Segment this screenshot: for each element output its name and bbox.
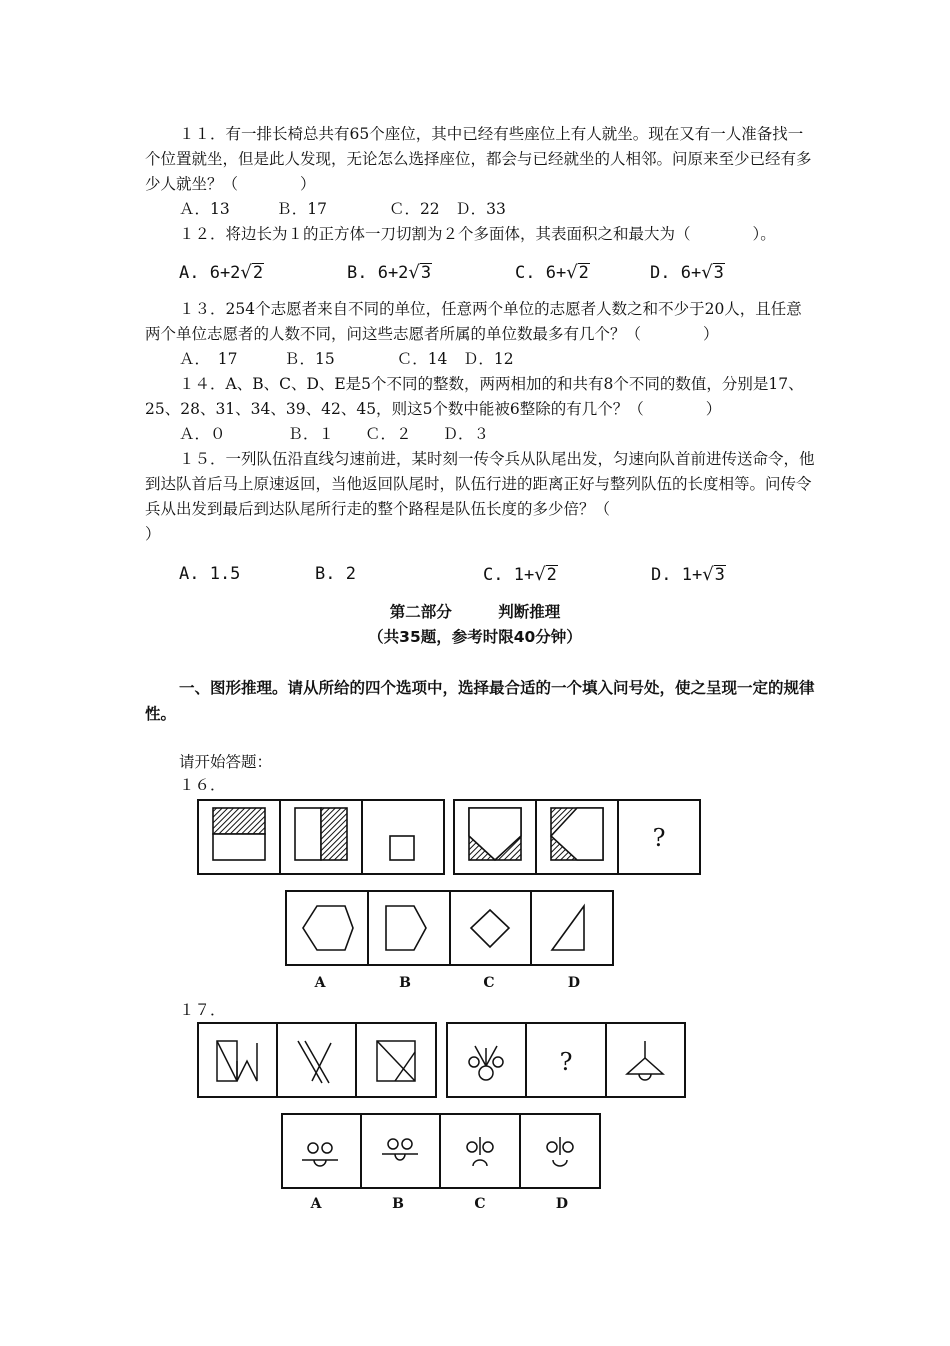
- q17-number: １７．: [179, 1001, 226, 1019]
- part2-subtitle: （共35题，参考时限40分钟）: [368, 628, 582, 646]
- q13-options: Ａ． 17 Ｂ．15 Ｃ．14 Ｄ．12: [179, 350, 514, 368]
- q17-label-b: B: [392, 1196, 404, 1212]
- q17-figure-4: [469, 1046, 503, 1080]
- q16-figure-4: [469, 808, 521, 860]
- q16-figure-1: [213, 808, 265, 860]
- q17-option-d-figure: [547, 1137, 573, 1166]
- q15-text: １５．一列队伍沿直线匀速前进，某时刻一传令兵从队尾出发，匀速向队首前进传送命令，他到达队首后马上原速返回，当他返回队尾时，队伍行进的距离正好与整列队伍的长度相等。问传令兵从出发到最后到达队尾所行走的整个路程是队伍长度的多少倍？（ ）: [145, 450, 815, 543]
- q11-options: Ａ．13 Ｂ．17 Ｃ．22 Ｄ．33: [179, 200, 506, 218]
- q17-label-d: D: [555, 1196, 569, 1212]
- start-answering: 请开始答题：: [179, 753, 273, 771]
- q12-option-d: D. 6+√3: [650, 262, 724, 283]
- q17-option-b-figure: [382, 1139, 418, 1160]
- q15-option-b: B. 2: [315, 564, 356, 584]
- q13-text: １３．254个志愿者来自不同的单位，任意两个单位的志愿者人数之和不少于20人，且任意两个单位志愿者的人数不同，问这些志愿者所属的单位数最多有几个？（ ）: [145, 300, 802, 343]
- q16-sequence-row: [198, 800, 700, 874]
- q17-options-row: [282, 1114, 600, 1188]
- q16-option-b-figure: [386, 906, 426, 950]
- q17-label-c: C: [474, 1196, 486, 1212]
- q17-figure-2: [298, 1041, 331, 1083]
- q17-figure-3: [377, 1041, 415, 1081]
- q16-option-a-figure: [303, 906, 353, 950]
- q17-option-a-figure: [302, 1143, 338, 1166]
- q12-text: １２．将边长为１的正方体一刀切割为２个多面体，其表面积之和最大为（ ）。: [179, 225, 776, 243]
- q12-option-b: B. 6+2√3: [347, 262, 432, 283]
- q16-label-b: B: [399, 975, 411, 991]
- q16-options-row: [286, 891, 613, 965]
- q17-label-a: A: [310, 1196, 322, 1212]
- q16-option-c-figure: [471, 910, 509, 947]
- q16-figure-2: [295, 808, 347, 860]
- part2-title: 第二部分 判断推理: [389, 603, 561, 621]
- q15-option-a: A. 1.5: [179, 564, 241, 584]
- q15-option-c: C. 1+√2: [483, 564, 557, 585]
- q16-figure-3: [390, 836, 414, 860]
- q11-text: １１．有一排长椅总共有65个座位，其中已经有些座位上有人就坐。现在又有一人准备找一个位置就坐，但是此人发现，无论怎么选择座位，都会与已经就坐的人相邻。问原来至少已经有多少人就坐？（ ）: [145, 125, 812, 193]
- q16-label-a: A: [314, 975, 326, 991]
- q17-figure-6: [627, 1041, 663, 1080]
- q16-figure-5: [551, 808, 603, 860]
- q16-option-d-figure: [552, 906, 584, 950]
- q16-label-d: D: [567, 975, 581, 991]
- q17-question-mark: ?: [559, 1048, 573, 1076]
- section1-instruction: 一、图形推理。请从所给的四个选项中，选择最合适的一个填入问号处，使之呈现一定的规律性。: [145, 679, 815, 723]
- q17-sequence-row: [198, 1023, 685, 1097]
- q12-option-a: A. 6+2√2: [179, 262, 264, 283]
- q14-options: Ａ．０ Ｂ．１ Ｃ．２ Ｄ．３: [179, 425, 490, 443]
- q17-option-c-figure: [467, 1137, 493, 1166]
- q15-option-d: D. 1+√3: [651, 564, 725, 585]
- q14-text: １４．A、B、C、D、E是5个不同的整数，两两相加的和共有8个不同的数值，分别是17、25、28、31、34、39、42、45，则这5个数中能被6整除的有几个？（ ）: [145, 375, 804, 418]
- q12-option-c: C. 6+√2: [515, 262, 589, 283]
- q17-figure-1: [217, 1041, 257, 1081]
- q16-question-mark: ?: [652, 824, 666, 852]
- q16-number: １６．: [179, 776, 226, 794]
- q16-label-c: C: [483, 975, 495, 991]
